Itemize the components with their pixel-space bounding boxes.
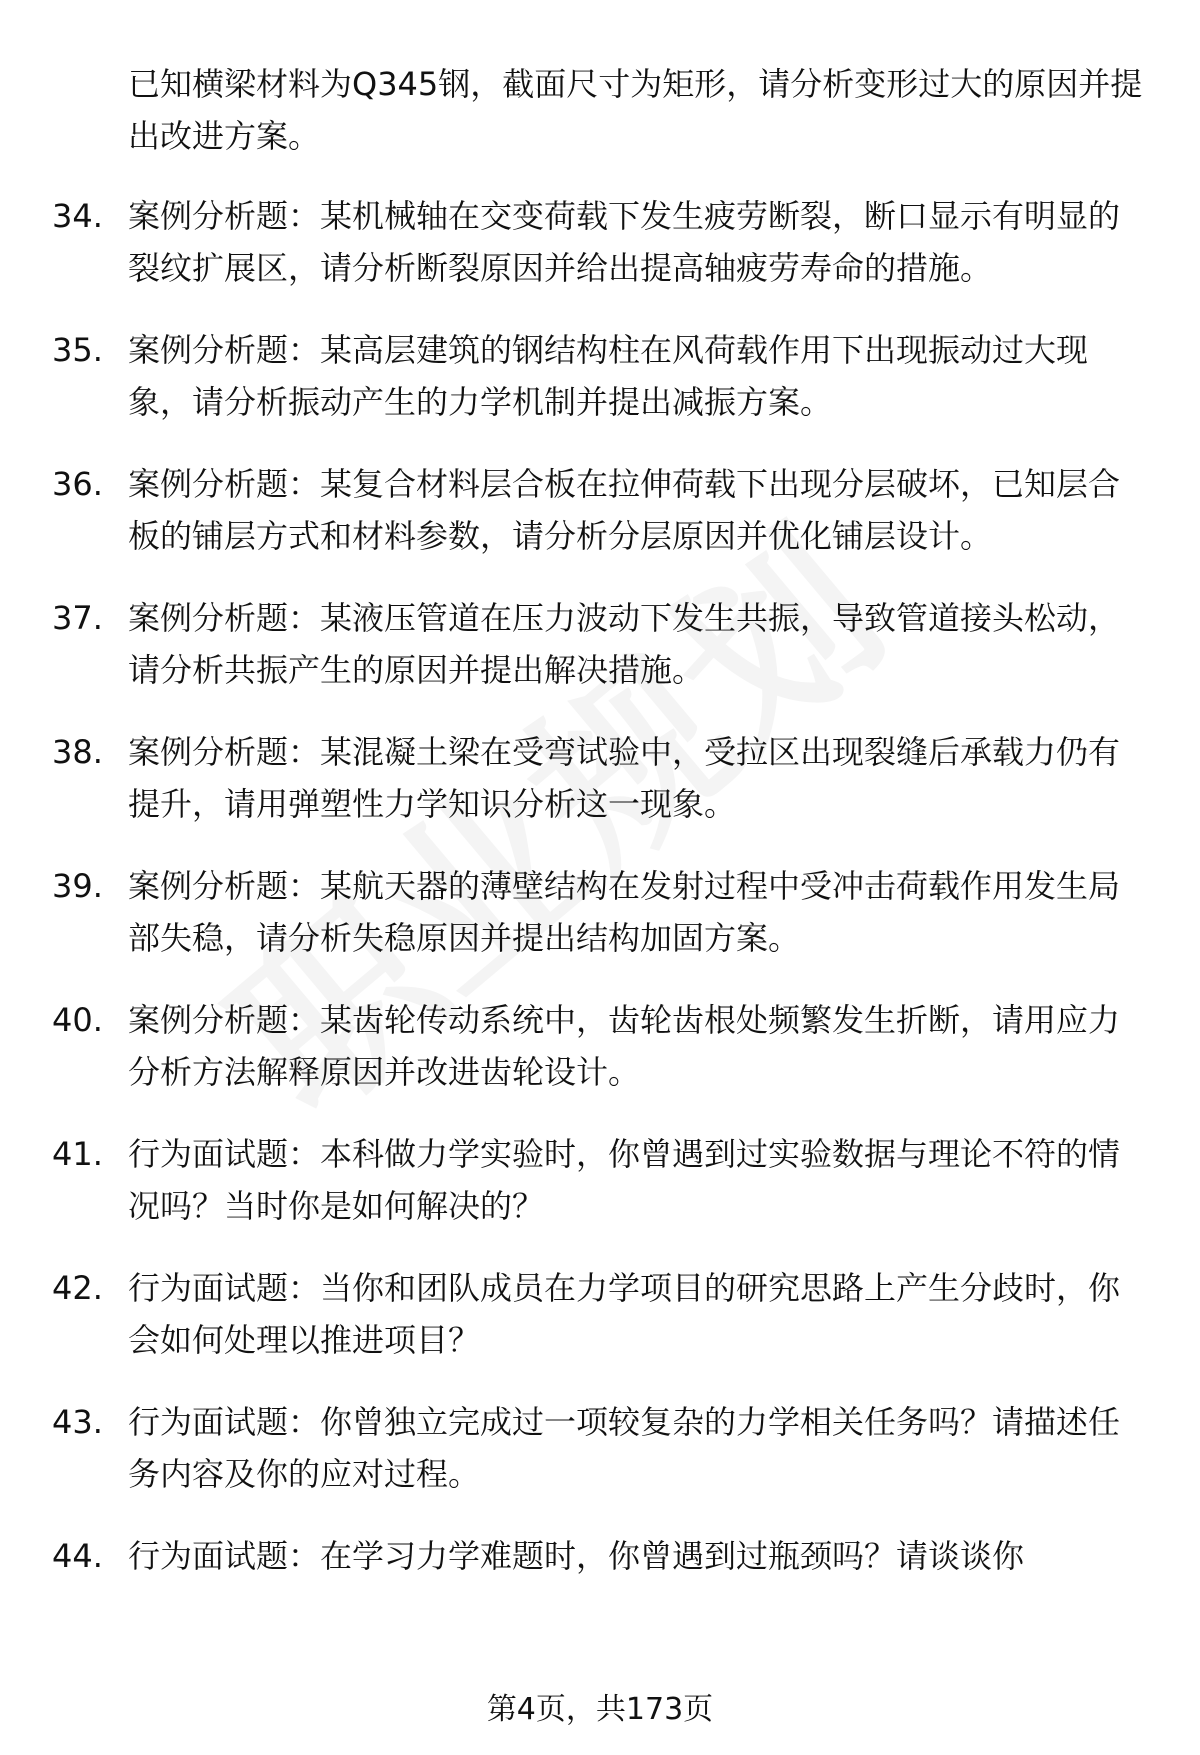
question-text: 案例分析题：某机械轴在交变荷载下发生疲劳断裂，断口显示有明显的裂纹扩展区，请分析断裂原因并给出提高轴疲劳寿命的措施。: [128, 197, 1121, 287]
question-text: 行为面试题：本科做力学实验时，你曾遇到过实验数据与理论不符的情况吗？当时你是如何解决的？: [128, 1135, 1121, 1225]
question-text: 案例分析题：某液压管道在压力波动下发生共振，导致管道接头松动，请分析共振产生的原因并提出解决措施。: [128, 599, 1121, 689]
question-text: 案例分析题：某高层建筑的钢结构柱在风荷载作用下出现振动过大现象，请分析振动产生的力学机制并提出减振方案。: [128, 331, 1089, 421]
question-number: 39.: [52, 867, 103, 905]
question-number: 36.: [52, 465, 103, 503]
question-number: 34.: [52, 197, 103, 235]
question-item: [0, 190, 1200, 294]
question-text: 案例分析题：某齿轮传动系统中，齿轮齿根处频繁发生折断，请用应力分析方法解释原因并改进齿轮设计。: [128, 1001, 1121, 1091]
question-item: [0, 994, 1200, 1098]
question-item: [0, 1530, 1200, 1582]
question-number: 38.: [52, 733, 103, 771]
question-text: 案例分析题：某复合材料层合板在拉伸荷载下出现分层破坏，已知层合板的铺层方式和材料参数，请分析分层原因并优化铺层设计。: [128, 465, 1121, 555]
question-text: 行为面试题：在学习力学难题时，你曾遇到过瓶颈吗？请谈谈你: [128, 1537, 1025, 1575]
question-item: [0, 726, 1200, 830]
question-item: [0, 592, 1200, 696]
question-number: 43.: [52, 1403, 103, 1441]
question-item: [0, 458, 1200, 562]
question-item: [0, 1128, 1200, 1232]
question-number: 42.: [52, 1269, 103, 1307]
continuation-text: 已知横梁材料为Q345钢，截面尺寸为矩形，请分析变形过大的原因并提出改进方案。: [128, 65, 1143, 155]
page-footer: 第4页，共173页: [486, 1692, 714, 1727]
question-number: 35.: [52, 331, 103, 369]
question-item: [0, 324, 1200, 428]
question-number: 40.: [52, 1001, 103, 1039]
question-number: 37.: [52, 599, 103, 637]
question-number: 44.: [52, 1537, 103, 1575]
question-text: 行为面试题：当你和团队成员在力学项目的研究思路上产生分歧时，你会如何处理以推进项目？: [128, 1269, 1121, 1359]
question-text: 案例分析题：某航天器的薄壁结构在发射过程中受冲击荷载作用发生局部失稳，请分析失稳原因并提出结构加固方案。: [128, 867, 1121, 957]
question-number: 41.: [52, 1135, 103, 1173]
question-item: [0, 1262, 1200, 1366]
question-item: [0, 1396, 1200, 1500]
question-text: 案例分析题：某混凝土梁在受弯试验中，受拉区出现裂缝后承载力仍有提升，请用弹塑性力学知识分析这一现象。: [128, 733, 1121, 823]
question-text: 行为面试题：你曾独立完成过一项较复杂的力学相关任务吗？请描述任务内容及你的应对过程。: [128, 1403, 1121, 1493]
question-list: [0, 190, 1200, 1612]
question-item: [0, 860, 1200, 964]
